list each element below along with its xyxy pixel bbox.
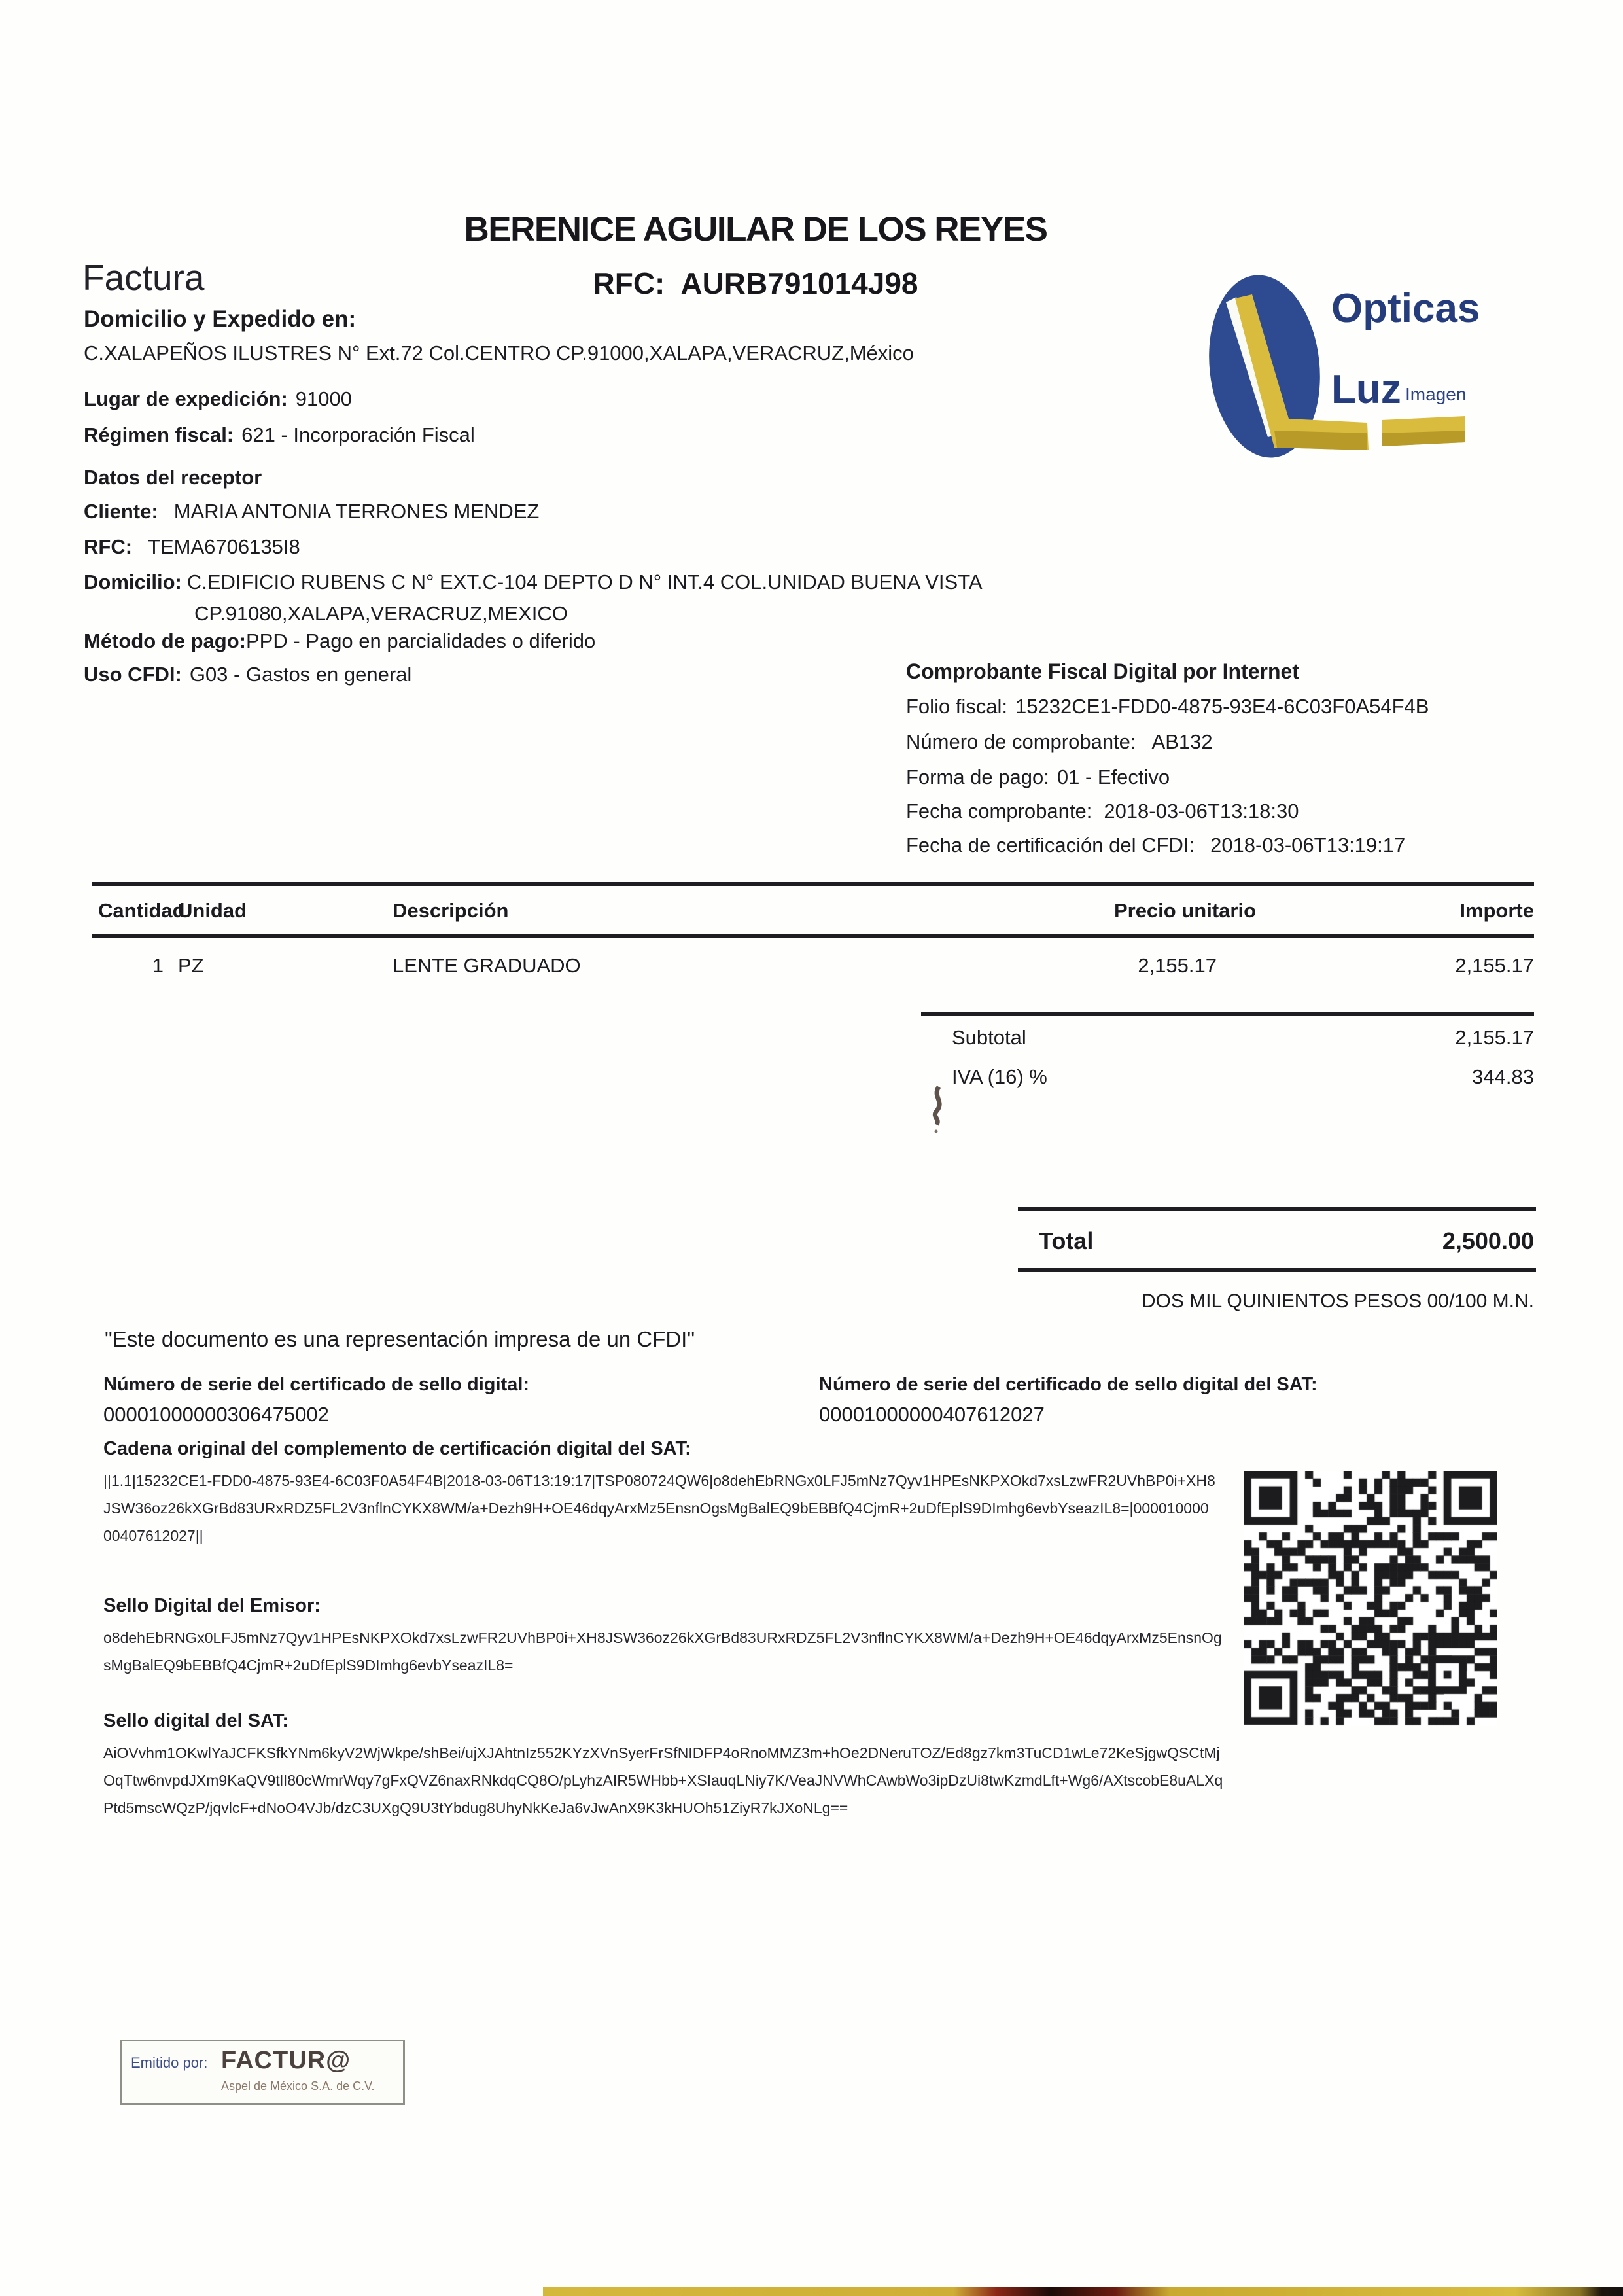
numero-comprobante-label: Número de comprobante: [906,730,1136,753]
sello-sat-label: Sello digital del SAT: [103,1710,289,1731]
col-header-precio-unitario: Precio unitario [1113,899,1256,922]
facture-brand-logo: FACTUR@ [221,2047,351,2074]
cfdi-notice: "Este documento es una representación impresa de un CFDI" [105,1327,695,1351]
emitter-name: BERENICE AGUILAR DE LOS REYES [464,210,1047,249]
serial-emisor-label: Número de serie del certificado de sello digital: [103,1374,530,1395]
table-top-rule [92,882,1534,886]
document-type: Factura [82,257,205,298]
uso-cfdi-value: G03 - Gastos en general [189,663,412,686]
summary-top-rule [921,1012,1534,1016]
cell-descripcion: LENTE GRADUADO [393,954,581,977]
col-header-unidad: Unidad [178,899,247,922]
folio-fiscal-line [906,695,1429,718]
cliente-value: MARIA ANTONIA TERRONES MENDEZ [173,500,540,523]
metodo-pago-value: PPD - Pago en parcialidades o diferido [245,629,596,652]
facture-brand-subtitle: Aspel de México S.A. de C.V. [221,2079,375,2093]
cell-cantidad: 1 [152,954,164,977]
receptor-domicilio-line [84,571,983,594]
emitter-address: C.XALAPEÑOS ILUSTRES N° Ext.72 Col.CENTRO CP.91000,XALAPA,VERACRUZ,México [84,342,914,364]
cadena-original-label: Cadena original del complemento de certificación digital del SAT: [103,1438,691,1459]
receptor-rfc-line [84,535,300,559]
iva-label: IVA (16) % [952,1065,1047,1088]
serial-emisor-value: 00001000000306475002 [103,1403,329,1426]
emitido-por-label: Emitido por: [131,2055,208,2071]
forma-pago-line [906,766,1170,789]
col-header-cantidad: Cantidad [98,899,185,922]
regimen-fiscal-value: 621 - Incorporación Fiscal [241,423,475,446]
total-bottom-rule [1018,1268,1536,1272]
cell-importe: 2,155.17 [1455,954,1534,977]
fecha-comprobante-label: Fecha comprobante: [906,800,1092,822]
emitter-rfc-line [366,266,1145,301]
receptor-rfc-value: TEMA6706135I8 [148,535,300,558]
lugar-expedicion-value: 91000 [295,387,352,410]
numero-comprobante-value: AB132 [1151,730,1213,753]
sello-emisor-value: o8dehEbRNGx0LFJ5mNz7Qyv1HPEsNKPXOkd7xsLzwFR2UVhBP0i+XH8JSW36oz26kXGrBd83URxRDZ5FL2V3nflnCYKX8WM/a+Dezh9H+OE46dqyArxMz5EnsnOgsMgBalEQ9bEBBfQ4CjmR+2uDfEplS9DImhg6evbYseazIL8= [103,1629,1222,1674]
domicilio-expedido-title: Domicilio y Expedido en: [84,306,357,332]
cadena-original-value: ||1.1|15232CE1-FDD0-4875-93E4-6C03F0A54F4B|2018-03-06T13:19:17|TSP080724QW6|o8dehEbRNGx0LFJ5mNz7Qyv1HPEsNKPXOkd7xsLzwFR2UVhBP0i+XH8JSW36oz26kXGrBd83URxRDZ5FL2V3nflnCYKX8WM/a+Dezh9H+OE46dqyArxMz5EnsnOgsMgBalEQ9bEBBfQ4CjmR+2uDfEplS9DImhg6evbYseazIL8=|00001000000407612027|| [103,1472,1215,1544]
logo-text-luz: Luz [1331,367,1401,412]
total-top-rule [1018,1207,1536,1211]
metodo-pago-line [84,629,595,653]
logo-text-imagen: Imagen [1405,384,1467,404]
folio-fiscal-value: 15232CE1-FDD0-4875-93E4-6C03F0A54F4B [1015,695,1429,718]
fecha-certificacion-label: Fecha de certificación del CFDI: [906,834,1195,857]
table-header-rule [92,934,1534,938]
regimen-fiscal-label: Régimen fiscal: [84,423,234,446]
forma-pago-value: 01 - Efectivo [1056,766,1170,788]
forma-pago-label: Forma de pago: [906,766,1049,788]
amount-in-words: DOS MIL QUINIENTOS PESOS 00/100 M.N. [1141,1290,1534,1312]
receptor-domicilio-value2: CP.91080,XALAPA,VERACRUZ,MEXICO [194,602,568,625]
fecha-comprobante-line [906,800,1299,823]
regimen-fiscal-line [84,423,475,447]
receptor-domicilio-label: Domicilio: [84,571,182,593]
logo-text-opticas: Opticas [1331,286,1480,331]
sello-emisor-label: Sello Digital del Emisor: [103,1595,321,1616]
subtotal-value: 2,155.17 [1455,1026,1534,1049]
serial-sat-value: 00001000000407612027 [819,1403,1045,1426]
lugar-expedicion-line [84,387,352,411]
receptor-section-title: Datos del receptor [84,466,262,489]
cfdi-title: Comprobante Fiscal Digital por Internet [906,660,1299,683]
emitter-rfc-value: AURB791014J98 [680,266,918,300]
emitter-rfc-label: RFC: [593,266,665,300]
fecha-comprobante-value: 2018-03-06T13:18:30 [1104,800,1299,822]
folio-fiscal-label: Folio fiscal: [906,695,1008,718]
receptor-domicilio-value1: C.EDIFICIO RUBENS C N° EXT.C-104 DEPTO D N° INT.4 COL.UNIDAD BUENA VISTA [186,571,983,593]
total-value: 2,500.00 [1442,1227,1534,1254]
emitido-por-badge [120,2040,405,2105]
sello-sat-value: AiOVvhm1OKwlYaJCFKSfkYNm6kyV2WjWkpe/shBei/ujXJAhtnIz552KYzXVnSyerFrSfNIDFP4oRnoMMZ3m+hOe2DNeruTOZ/Ed8gz7km3TuCD1wLe72KeSjgwQSCtMjOqTtw6nvpdJXm9KaQV9tlI80cWmrWqy7gFxQVZ6naxRNkdqCQ8O/pLyhzAIR5WHbb+XSIauqLNiy7K/VeaJNVWhCAwbWo3ipDzUi8twKzmdLft+Wg6/AXtscobE8uALXqPtd5mscWQzP/jqvlcF+dNoO4VJb/dzC3UXgQ9U3tYbdug8UhyNkKeJa6vJwAnX9K3kHUOh51ZiyR7kJXoNLg== [103,1744,1223,1816]
iva-value: 344.83 [1472,1065,1534,1088]
uso-cfdi-label: Uso CFDI: [84,663,182,686]
ink-mark [926,1083,952,1135]
receptor-rfc-label: RFC: [84,535,133,558]
col-header-descripcion: Descripción [393,899,509,922]
lugar-expedicion-label: Lugar de expedición: [84,387,288,410]
col-header-importe: Importe [1459,899,1534,922]
subtotal-label: Subtotal [952,1026,1026,1049]
total-label: Total [1039,1227,1094,1254]
scan-edge-strip [543,2287,1623,2296]
numero-comprobante-line [906,730,1213,754]
fecha-certificacion-value: 2018-03-06T13:19:17 [1210,834,1406,857]
fecha-certificacion-line [906,834,1405,857]
qr-code [1244,1471,1497,1726]
cell-unidad: PZ [178,954,204,977]
metodo-pago-label: Método de pago: [84,629,246,652]
cliente-line [84,500,539,523]
uso-cfdi-line [84,663,411,686]
cell-precio-unitario: 2,155.17 [1138,954,1217,977]
opticas-luz-logo [1197,262,1550,471]
cliente-label: Cliente: [84,500,158,523]
serial-sat-label: Número de serie del certificado de sello digital del SAT: [819,1374,1318,1395]
